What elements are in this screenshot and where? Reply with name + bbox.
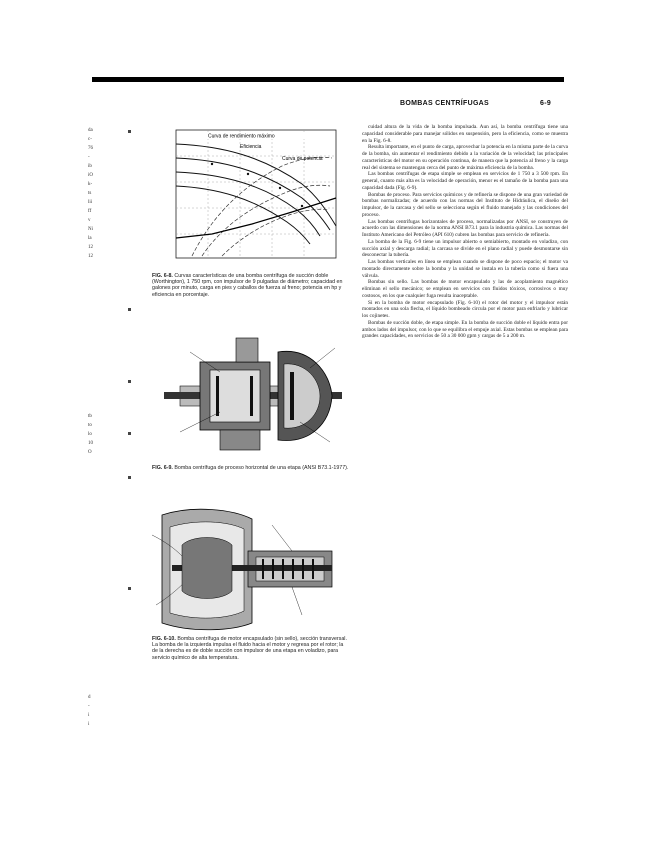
margin-mark: lii [88, 200, 93, 205]
margin-marks-middle [88, 412, 102, 457]
margin-tick [128, 308, 131, 311]
body-paragraph: La bomba de la Fig. 6-9 tiene un impulsor abierto o semiabierto, montado en voladizo, con succión axial y descarga radial; la carcasa se divide en el plano radial y puede desmontarse sin desconectar la tubería. [362, 238, 568, 259]
header-rule [92, 77, 564, 82]
body-paragraph: Resulta importante, en el punto de carga, aprovechar la potencia en la misma parte de la curva de la bomba, sin aumentar el rendimiento debido a la variación de la velocidad; las principales características del motor en su operación continua, de manera que la potencia al freno y la carga real del sistema se mantengan cerca del punto de máxima eficiencia de la bomba. [362, 144, 568, 171]
process-pump-section-figure [160, 332, 346, 460]
margin-mark: O [88, 450, 92, 455]
margin-mark: tb [88, 414, 92, 419]
body-paragraph: Las bombas centrífugas horizontales de proceso, normalizadas por ANSI, se construyen de acuerdo con las dimensiones de la norma ANSI B73.1 para la industria química. Las normas del Instituto Americano del Petróleo (API 610) cubren las bombas para servicio de refinería. [362, 218, 568, 238]
pump-performance-curves-figure [152, 126, 340, 270]
margin-mark: ff [88, 209, 92, 214]
margin-mark: - [88, 155, 90, 160]
margin-mark: 12 [88, 254, 93, 259]
running-header [400, 100, 570, 107]
margin-tick [128, 130, 131, 133]
margin-mark: ib [88, 164, 92, 169]
margin-mark: d [88, 695, 91, 700]
curve-label: Eficiencia [240, 144, 262, 150]
body-paragraph: Bombas de succión doble, de etapa simple. En la bomba de succión doble el líquido entra por ambos lados del impulsor, con lo que se equilibra el empuje axial. Estas bombas se emplean para grandes capacidades, en servicios de 50 a 30 000 gpm y cargas de 5 a 200 m. [362, 319, 568, 340]
page-number: 6-9 [540, 100, 552, 107]
margin-mark: c- [88, 137, 92, 142]
body-paragraph: Las bombas centrífugas de etapa simple se emplean en servicios de 1 750 a 3 500 rpm. En general, cuanto más alta es la velocidad de operación, menor es el tamaño de la bomba para una capacidad dada (Fig. 6-9). [362, 171, 568, 191]
margin-tick [128, 432, 131, 435]
caption-text: Bomba centrífuga de proceso horizontal de una etapa (ANSI B73.1-1977). [174, 465, 349, 471]
margin-mark: 12 [88, 245, 93, 250]
header-title: BOMBAS CENTRÍFUGAS [400, 100, 490, 107]
margin-tick [128, 380, 131, 383]
figure-caption-6-10 [152, 636, 350, 661]
caption-label: FIG. 6-9. [152, 465, 173, 471]
figure-caption-6-8 [152, 273, 344, 298]
body-paragraph: Si en la bomba de motor encapsulado (Fig. 6-10) el rotor del motor y el impulsor están montados en una sola flecha, el líquido bombeado circula por el motor para enfriarlo y lubricar los cojinetes. [362, 299, 568, 319]
margin-mark: 10 [88, 441, 93, 446]
margin-mark: v [88, 218, 91, 223]
margin-mark: - [88, 704, 90, 709]
margin-mark: iO [88, 173, 93, 178]
curve-label: Curva de potencia [282, 156, 323, 162]
margin-mark: lo [88, 432, 92, 437]
margin-mark: Ni [88, 227, 93, 232]
body-paragraph: cuidad altura de la vida de la bomba impulsada. Aun así, la bomba centrífuga tiene una capacidad considerable para manejar sólidos en suspensión, pero la eficiencia, como se muestra en la Fig. 6-8. [362, 124, 568, 144]
caption-text: Bomba centrífuga de motor encapsulado (sin sello), sección transversal. La bomba de la izquierda impulsa el fluido hacia el motor y regresa por el rotor; la de la derecha es de doble succión con impulsor de una etapa en voladizo, para servicio químico de alta temperatura. [152, 636, 347, 661]
margin-mark: 76 [88, 146, 93, 151]
margin-marks-top [88, 126, 102, 261]
canned-motor-pump-figure [152, 505, 342, 635]
margin-mark: i [88, 713, 90, 718]
margin-mark: ts [88, 191, 92, 196]
margin-marks-bottom [88, 693, 102, 729]
margin-mark: i [88, 722, 90, 727]
body-paragraph: Bombas de proceso. Para servicios químicos y de refinería se dispone de una gran variedad de bombas normalizadas; de acuerdo con las normas del Instituto de Hidráulica, el diseño del impulsor, de la carcasa y del sello se selecciona según el fluido manejado y las condiciones del proceso. [362, 191, 568, 218]
margin-mark: k- [88, 182, 93, 187]
margin-tick [128, 587, 131, 590]
margin-mark: la [88, 236, 92, 241]
body-paragraph: Bombas sin sello. Las bombas de motor encapsulado y las de acoplamiento magnético eliminan el sello mecánico; se emplean en servicios con fluidos tóxicos, corrosivos o muy costosos, en los que cualquier fuga resulta inaceptable. [362, 279, 568, 299]
margin-mark: da [88, 128, 93, 133]
curve-label: Curva de rendimiento máximo [208, 133, 275, 140]
caption-label: FIG. 6-8. [152, 273, 173, 279]
caption-text: Curvas características de una bomba centrífuga de succión doble (Worthington), 1 750 rpm, con impulsor de 9 pulgadas de diámetro; capacidad en galones por minuto, carga en pies y caballos de fuerza al freno; potencia en hp y eficiencia en porcentaje. [152, 273, 343, 298]
caption-label: FIG. 6-10. [152, 636, 176, 642]
margin-tick [128, 476, 131, 479]
body-paragraph: Las bombas verticales en línea se emplean cuando se dispone de poco espacio; el motor va montado directamente sobre la bomba y la unidad se instala en la tubería como si fuera una válvula. [362, 259, 568, 279]
figure-caption-6-9 [152, 465, 352, 471]
margin-mark: to [88, 423, 92, 428]
body-text-column [362, 124, 568, 340]
